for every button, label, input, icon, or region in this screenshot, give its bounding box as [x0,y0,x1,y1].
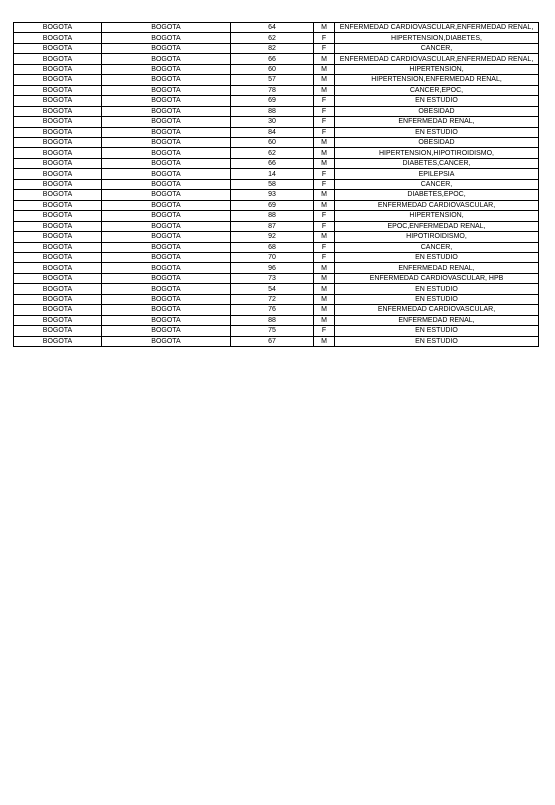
age-cell: 57 [231,75,314,85]
age-cell: 67 [231,336,314,346]
condition-cell: EPILEPSIA [335,169,539,179]
department-cell: BOGOTA [102,221,231,231]
department-cell: BOGOTA [102,294,231,304]
sex-cell: F [314,252,335,262]
department-cell: BOGOTA [102,232,231,242]
department-cell: BOGOTA [102,305,231,315]
condition-cell: HIPERTENSION, [335,64,539,74]
condition-cell: OBESIDAD [335,137,539,147]
age-cell: 84 [231,127,314,137]
age-cell: 92 [231,232,314,242]
sex-cell: M [314,75,335,85]
city-cell: BOGOTA [14,284,102,294]
sex-cell: M [314,200,335,210]
table-row [14,284,539,294]
age-cell: 70 [231,252,314,262]
table-row [14,137,539,147]
condition-cell: EN ESTUDIO [335,336,539,346]
department-cell: BOGOTA [102,43,231,53]
age-cell: 88 [231,106,314,116]
sex-cell: F [314,179,335,189]
city-cell: BOGOTA [14,64,102,74]
sex-cell: M [314,190,335,200]
department-cell: BOGOTA [102,117,231,127]
department-cell: BOGOTA [102,263,231,273]
age-cell: 58 [231,179,314,189]
condition-cell: CANCER,EPOC, [335,85,539,95]
age-cell: 88 [231,315,314,325]
age-cell: 72 [231,294,314,304]
age-cell: 76 [231,305,314,315]
city-cell: BOGOTA [14,117,102,127]
condition-cell: CANCER, [335,242,539,252]
age-cell: 69 [231,200,314,210]
city-cell: BOGOTA [14,305,102,315]
sex-cell: F [314,221,335,231]
condition-cell: EN ESTUDIO [335,284,539,294]
department-cell: BOGOTA [102,148,231,158]
age-cell: 62 [231,33,314,43]
city-cell: BOGOTA [14,263,102,273]
condition-cell: CANCER, [335,179,539,189]
department-cell: BOGOTA [102,64,231,74]
department-cell: BOGOTA [102,169,231,179]
city-cell: BOGOTA [14,75,102,85]
city-cell: BOGOTA [14,179,102,189]
sex-cell: F [314,169,335,179]
condition-cell: ENFERMEDAD CARDIOVASCULAR, [335,305,539,315]
city-cell: BOGOTA [14,54,102,64]
sex-cell: M [314,158,335,168]
department-cell: BOGOTA [102,75,231,85]
city-cell: BOGOTA [14,169,102,179]
department-cell: BOGOTA [102,242,231,252]
sex-cell: M [314,54,335,64]
condition-cell: DIABETES,CANCER, [335,158,539,168]
table-row [14,127,539,137]
sex-cell: M [314,305,335,315]
table-row [14,33,539,43]
cases-table-body [14,23,539,347]
age-cell: 66 [231,54,314,64]
city-cell: BOGOTA [14,315,102,325]
condition-cell: CANCER, [335,43,539,53]
condition-cell: HIPOTIROIDISMO, [335,232,539,242]
condition-cell: EN ESTUDIO [335,96,539,106]
age-cell: 93 [231,190,314,200]
city-cell: BOGOTA [14,242,102,252]
table-row [14,96,539,106]
condition-cell: EN ESTUDIO [335,252,539,262]
age-cell: 82 [231,43,314,53]
cases-table [13,22,539,347]
condition-cell: ENFERMEDAD RENAL, [335,315,539,325]
department-cell: BOGOTA [102,33,231,43]
table-row [14,315,539,325]
department-cell: BOGOTA [102,96,231,106]
table-row [14,252,539,262]
table-row [14,305,539,315]
city-cell: BOGOTA [14,232,102,242]
condition-cell: ENFERMEDAD RENAL, [335,263,539,273]
age-cell: 66 [231,158,314,168]
department-cell: BOGOTA [102,23,231,33]
sex-cell: F [314,106,335,116]
city-cell: BOGOTA [14,127,102,137]
city-cell: BOGOTA [14,158,102,168]
table-row [14,54,539,64]
city-cell: BOGOTA [14,137,102,147]
city-cell: BOGOTA [14,211,102,221]
age-cell: 69 [231,96,314,106]
city-cell: BOGOTA [14,336,102,346]
table-row [14,200,539,210]
condition-cell: EN ESTUDIO [335,127,539,137]
table-row [14,23,539,33]
condition-cell: HIPERTENSION,ENFERMEDAD RENAL, [335,75,539,85]
city-cell: BOGOTA [14,221,102,231]
condition-cell: EN ESTUDIO [335,294,539,304]
sex-cell: M [314,284,335,294]
sex-cell: F [314,211,335,221]
condition-cell: ENFERMEDAD CARDIOVASCULAR, HPB [335,273,539,283]
age-cell: 96 [231,263,314,273]
table-row [14,85,539,95]
table-row [14,242,539,252]
table-row [14,75,539,85]
table-row [14,117,539,127]
department-cell: BOGOTA [102,158,231,168]
city-cell: BOGOTA [14,23,102,33]
table-row [14,326,539,336]
table-row [14,336,539,346]
department-cell: BOGOTA [102,190,231,200]
sex-cell: F [314,43,335,53]
sex-cell: F [314,33,335,43]
age-cell: 30 [231,117,314,127]
age-cell: 78 [231,85,314,95]
condition-cell: EN ESTUDIO [335,326,539,336]
condition-cell: ENFERMEDAD RENAL, [335,117,539,127]
department-cell: BOGOTA [102,336,231,346]
age-cell: 75 [231,326,314,336]
table-row [14,43,539,53]
city-cell: BOGOTA [14,252,102,262]
table-row [14,158,539,168]
age-cell: 62 [231,148,314,158]
condition-cell: ENFERMEDAD CARDIOVASCULAR,ENFERMEDAD RENAL, [335,54,539,64]
sex-cell: M [314,315,335,325]
department-cell: BOGOTA [102,127,231,137]
sex-cell: M [314,263,335,273]
city-cell: BOGOTA [14,200,102,210]
condition-cell: HIPERTENSION,DIABETES, [335,33,539,43]
age-cell: 60 [231,137,314,147]
table-row [14,221,539,231]
department-cell: BOGOTA [102,252,231,262]
condition-cell: HIPERTENSION,HIPOTIROIDISMO, [335,148,539,158]
table-row [14,232,539,242]
department-cell: BOGOTA [102,211,231,221]
city-cell: BOGOTA [14,96,102,106]
sex-cell: M [314,273,335,283]
table-row [14,190,539,200]
city-cell: BOGOTA [14,294,102,304]
city-cell: BOGOTA [14,106,102,116]
table-row [14,64,539,74]
sex-cell: F [314,127,335,137]
department-cell: BOGOTA [102,284,231,294]
table-row [14,169,539,179]
sex-cell: M [314,137,335,147]
sex-cell: M [314,85,335,95]
city-cell: BOGOTA [14,326,102,336]
table-row [14,263,539,273]
age-cell: 14 [231,169,314,179]
sex-cell: M [314,294,335,304]
sex-cell: F [314,96,335,106]
table-row [14,148,539,158]
department-cell: BOGOTA [102,273,231,283]
sex-cell: M [314,232,335,242]
sex-cell: M [314,336,335,346]
department-cell: BOGOTA [102,85,231,95]
condition-cell: HIPERTENSION, [335,211,539,221]
sex-cell: F [314,117,335,127]
sex-cell: F [314,242,335,252]
city-cell: BOGOTA [14,190,102,200]
table-row [14,273,539,283]
sex-cell: M [314,148,335,158]
city-cell: BOGOTA [14,33,102,43]
table-row [14,211,539,221]
department-cell: BOGOTA [102,315,231,325]
city-cell: BOGOTA [14,273,102,283]
department-cell: BOGOTA [102,137,231,147]
age-cell: 68 [231,242,314,252]
age-cell: 87 [231,221,314,231]
city-cell: BOGOTA [14,85,102,95]
sex-cell: M [314,64,335,74]
age-cell: 73 [231,273,314,283]
age-cell: 88 [231,211,314,221]
condition-cell: OBESIDAD [335,106,539,116]
condition-cell: DIABETES,EPOC, [335,190,539,200]
department-cell: BOGOTA [102,200,231,210]
department-cell: BOGOTA [102,106,231,116]
city-cell: BOGOTA [14,148,102,158]
condition-cell: ENFERMEDAD CARDIOVASCULAR,ENFERMEDAD RENAL, [335,23,539,33]
age-cell: 60 [231,64,314,74]
table-row [14,106,539,116]
department-cell: BOGOTA [102,179,231,189]
department-cell: BOGOTA [102,326,231,336]
sex-cell: F [314,326,335,336]
condition-cell: ENFERMEDAD CARDIOVASCULAR, [335,200,539,210]
table-row [14,294,539,304]
age-cell: 54 [231,284,314,294]
condition-cell: EPOC,ENFERMEDAD RENAL, [335,221,539,231]
city-cell: BOGOTA [14,43,102,53]
table-row [14,179,539,189]
sex-cell: M [314,23,335,33]
department-cell: BOGOTA [102,54,231,64]
age-cell: 64 [231,23,314,33]
